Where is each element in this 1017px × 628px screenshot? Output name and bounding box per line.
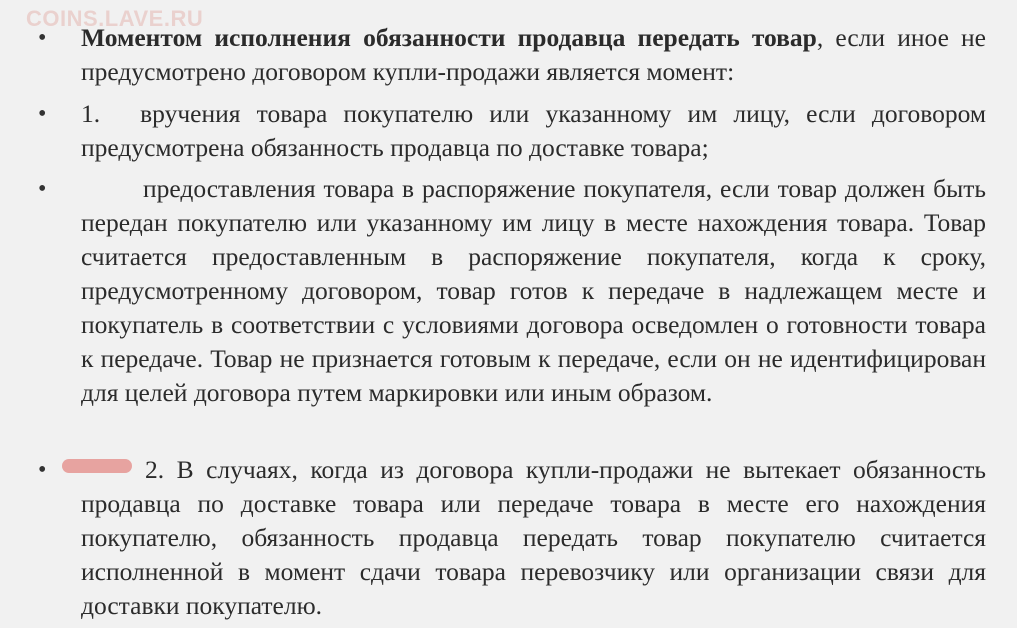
item-text	[81, 21, 986, 89]
item-text	[81, 453, 986, 623]
bullet-marker: •	[38, 25, 47, 51]
item-text	[81, 97, 986, 165]
item-number: 1.	[81, 99, 101, 128]
bullet-marker: •	[38, 176, 47, 202]
watermark: COINS.LAVE.RU	[26, 6, 204, 31]
item-text-rest: вручения товара покупателю или указанному им лицу, если договором предусмотрена обязанность продавца по доставке товара;	[81, 99, 986, 162]
redaction-mark	[62, 459, 132, 473]
item-bold-lead: Моментом исполнения обязанности продавца передать товар	[81, 23, 817, 52]
item-text-rest: 2. В случаях, когда из договора купли-продажи не вытекает обязанность продавца по доставке товара или передаче товара в месте его нахождения покупателю, обязанность продавца передать товар покупателю считается исполненной в момент сдачи товара перевозчику или организации связи для доставки покупателю.	[81, 455, 986, 620]
item-text	[81, 172, 986, 410]
item-text-rest: предоставления товара в распоряжение покупателя, если товар должен быть передан покупателю или указанному им лицу в месте нахождения товара. Товар считается предоставленным в распоряжение покупателя, когда к сроку, предусмотренному договором, товар готов к передаче в надлежащем месте и покупатель в соответствии с условиями договора осведомлен о готовности товара к передаче. Товар не признается готовым к передаче, если он не идентифицирован для целей договора путем маркировки или иным образом.	[81, 174, 986, 407]
item-text-rest: , если иное не предусмотрено договором купли-продажи является момент:	[81, 23, 987, 86]
bullet-marker: •	[38, 101, 47, 127]
bullet-marker: •	[38, 457, 47, 483]
